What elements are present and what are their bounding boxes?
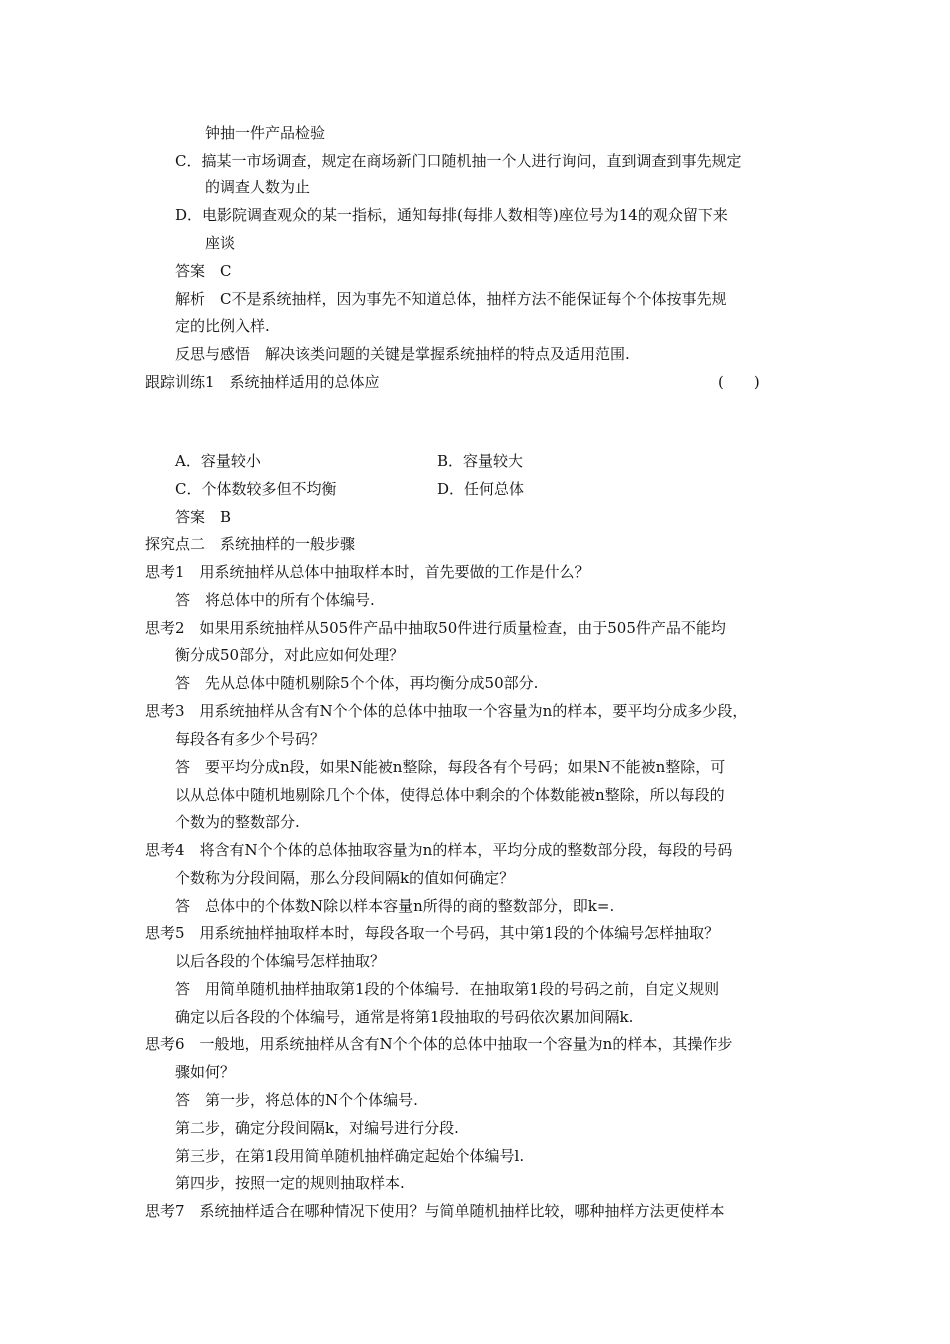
option-d-line: D．电影院调查观众的某一指标，通知每排(每排人数相等)座位号为14的观众留下来 <box>175 206 728 224</box>
option-c-line: C．搞某一市场调查，规定在商场新门口随机抽一个人进行询问，直到调查到事先规定 <box>175 152 742 170</box>
question-line: 思考2 如果用系统抽样从505件产品中抽取50件进行质量检查，由于505件产品不能均 <box>145 619 726 637</box>
answer-line: 第二步，确定分段间隔k，对编号进行分段. <box>175 1119 459 1137</box>
answer-line: 以从总体中随机地剔除几个个体，使得总体中剩余的个体数能被n整除，所以每段的 <box>175 786 725 804</box>
reflection-line: 反思与感悟 解决该类问题的关键是掌握系统抽样的特点及适用范围. <box>175 345 630 363</box>
text-line: 的调查人数为止 <box>205 178 311 196</box>
question-line: 思考1 用系统抽样从总体中抽取样本时，首先要做的工作是什么？ <box>145 563 590 581</box>
question-line: 思考5 用系统抽样抽取样本时，每段各取一个号码，其中第1段的个体编号怎样抽取？ <box>145 924 720 942</box>
section-heading: 探究点二 系统抽样的一般步骤 <box>145 535 356 553</box>
option-b: B．容量较大 <box>437 452 524 470</box>
text-line: 钟抽一件产品检验 <box>205 124 326 142</box>
answer-line: 答 将总体中的所有个体编号. <box>175 591 375 609</box>
exercise-heading: 跟踪训练1 系统抽样适用的总体应 <box>145 373 380 391</box>
answer-line: 答案 B <box>175 508 232 526</box>
option-a: A．容量较小 <box>175 452 261 470</box>
answer-line: 答 用简单随机抽样抽取第1段的个体编号．在抽取第1段的号码之前，自定义规则 <box>175 980 720 998</box>
answer-bracket: ( ) <box>718 373 760 391</box>
answer-line: 答 要平均分成n段，如果N能被n整除，每段各有个号码；如果N不能被n整除，可 <box>175 758 726 776</box>
answer-line: 第三步，在第1段用简单随机抽样确定起始个体编号l. <box>175 1147 525 1165</box>
answer-line: 答 第一步，将总体的N个个体编号. <box>175 1091 418 1109</box>
text-line: 定的比例入样. <box>175 317 270 335</box>
question-line: 骤如何？ <box>175 1063 236 1081</box>
answer-line: 答 总体中的个体数N除以样本容量n所得的商的整数部分，即k=. <box>175 897 615 915</box>
answer-line: 答案 C <box>175 262 232 280</box>
option-c: C．个体数较多但不均衡 <box>175 480 337 498</box>
question-line: 思考6 一般地，用系统抽样从含有N个个体的总体中抽取一个容量为n的样本，其操作步 <box>145 1035 733 1053</box>
answer-line: 确定以后各段的个体编号，通常是将第1段抽取的号码依次累加间隔k. <box>175 1008 634 1026</box>
question-line: 衡分成50部分，对此应如何处理？ <box>175 646 405 664</box>
option-d: D．任何总体 <box>437 480 525 498</box>
question-line: 思考4 将含有N个个体的总体抽取容量为n的样本，平均分成的整数部分段，每段的号码 <box>145 841 733 859</box>
answer-line: 第四步，按照一定的规则抽取样本. <box>175 1174 405 1192</box>
text-line: 座谈 <box>205 234 236 252</box>
answer-line: 个数为的整数部分. <box>175 813 300 831</box>
question-line: 思考7 系统抽样适合在哪种情况下使用？与简单随机抽样比较，哪种抽样方法更使样本 <box>145 1202 725 1220</box>
answer-line: 答 先从总体中随机剔除5个个体，再均衡分成50部分. <box>175 674 539 692</box>
question-line: 个数称为分段间隔，那么分段间隔k的值如何确定？ <box>175 869 515 887</box>
question-line: 以后各段的个体编号怎样抽取？ <box>175 952 386 970</box>
analysis-line: 解析 C不是系统抽样，因为事先不知道总体，抽样方法不能保证每个个体按事先规 <box>175 290 727 308</box>
question-line: 思考3 用系统抽样从含有N个个体的总体中抽取一个容量为n的样本，要平均分成多少段， <box>145 702 748 720</box>
question-line: 每段各有多少个号码？ <box>175 730 326 748</box>
